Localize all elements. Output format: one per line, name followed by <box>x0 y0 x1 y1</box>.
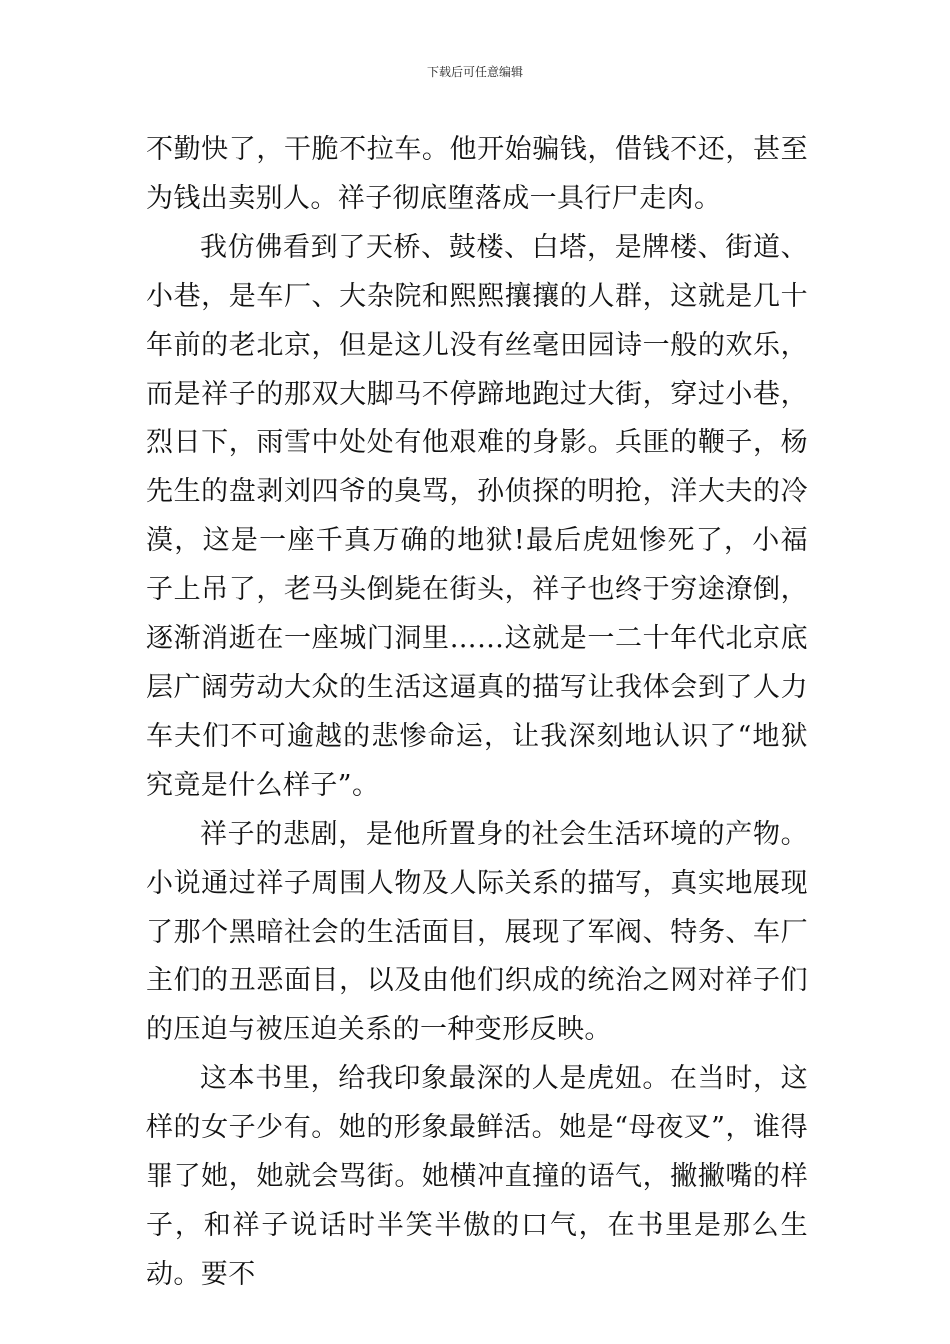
paragraph-2: 我仿佛看到了天桥、鼓楼、白塔，是牌楼、街道、小巷，是车厂、大杂院和熙熙攘攘的人群，这就是几十年前的老北京，但是这儿没有丝毫田园诗一般的欢乐，而是祥子的那双大脚马不停蹄地跑过大街，穿过小巷，烈日下，雨雪中处处有他艰难的身影。兵匪的鞭子，杨先生的盘剥刘四爷的臭骂，孙侦探的明抢，洋大夫的冷漠，这是一座千真万确的地狱!最后虎妞惨死了，小福子上吊了，老马头倒毙在街头，祥子也终于穷途潦倒，逐渐消逝在一座城门洞里……这就是一二十年代北京底层广阔劳动大众的生活这逼真的描写让我体会到了人力车夫们不可逾越的悲惨命运，让我深刻地认识了“地狱究竟是什么样子”。 <box>146 231 808 801</box>
paragraph-3: 祥子的悲剧，是他所置身的社会生活环境的产物。小说通过祥子周围人物及人际关系的描写，真实地展现了那个黑暗社会的生活面目，展现了军阀、特务、车厂主们的丑恶面目，以及由他们织成的统治之网对祥子们的压迫与被压迫关系的一种变形反映。 <box>146 818 808 1046</box>
page-header: 下载后可任意编辑 <box>426 65 523 79</box>
paragraph-4: 这本书里，给我印象最深的人是虎妞。在当时，这样的女子少有。她的形象最鲜活。她是“母夜叉”，谁得罪了她，她就会骂街。她横冲直撞的语气，撇撇嘴的样子，和祥子说话时半笑半傲的口气，在书里是那么生动。要不 <box>146 1063 808 1290</box>
paragraph-1: 不勤快了，干脆不拉车。他开始骗钱，借钱不还，甚至为钱出卖别人。祥子彻底堕落成一具行尸走肉。 <box>146 134 808 214</box>
document-body <box>146 126 808 1300</box>
